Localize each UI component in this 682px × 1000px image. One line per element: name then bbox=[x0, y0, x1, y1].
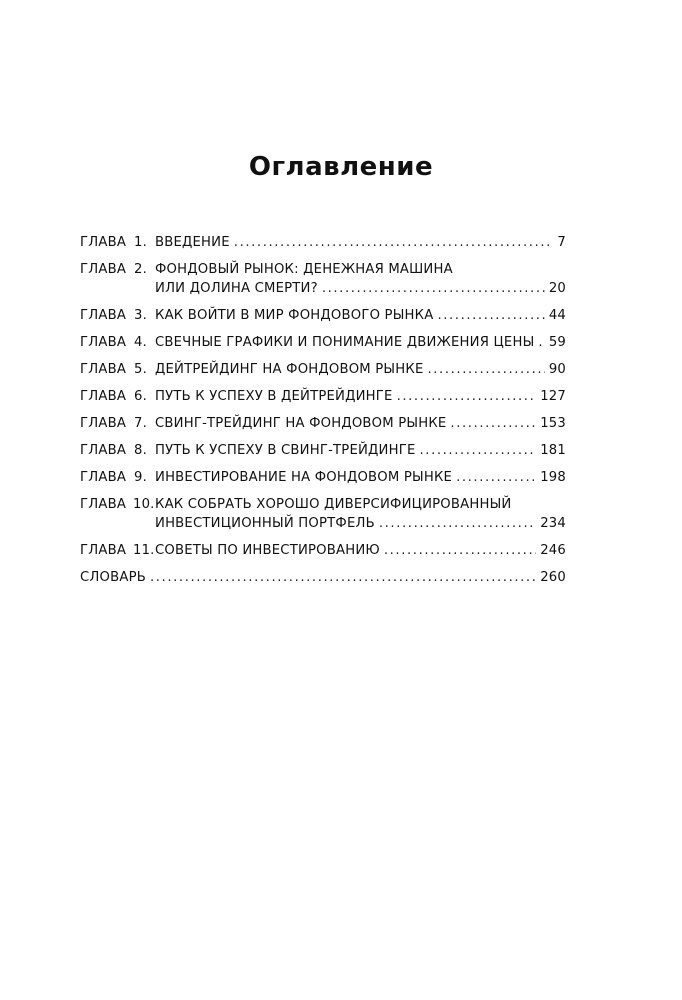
page-number: 59 bbox=[548, 335, 566, 350]
chapter-number: 5. bbox=[134, 362, 147, 377]
dot-leader bbox=[379, 514, 536, 533]
page-number: 234 bbox=[540, 516, 566, 531]
chapter-title: СВЕЧНЫЕ ГРАФИКИ И ПОНИМАНИЕ ДВИЖЕНИЯ ЦЕНЫ bbox=[155, 335, 535, 350]
chapter-title: ИНВЕСТИРОВАНИЕ НА ФОНДОВОМ РЫНКЕ bbox=[155, 470, 453, 485]
dot-leader bbox=[427, 360, 544, 379]
toc-entry-chapter-2[interactable] bbox=[80, 260, 566, 298]
chapter-label: ГЛАВА bbox=[80, 362, 127, 377]
chapter-label: ГЛАВА bbox=[80, 497, 127, 512]
toc-entry-chapter-3[interactable] bbox=[80, 306, 566, 325]
chapter-number: 1. bbox=[134, 235, 147, 250]
page-number: 198 bbox=[540, 470, 566, 485]
chapter-label: ГЛАВА bbox=[80, 543, 127, 558]
chapter-number: 8. bbox=[134, 443, 147, 458]
dot-leader bbox=[450, 414, 536, 433]
chapter-title: СОВЕТЫ ПО ИНВЕСТИРОВАНИЮ bbox=[155, 543, 380, 558]
page-number: 181 bbox=[540, 443, 566, 458]
toc-entry-chapter-7[interactable] bbox=[80, 414, 566, 433]
chapter-title: ДЕЙТРЕЙДИНГ НА ФОНДОВОМ РЫНКЕ bbox=[155, 362, 424, 377]
page-number: 7 bbox=[557, 235, 566, 250]
page-number: 260 bbox=[540, 570, 566, 585]
toc-entry-chapter-4[interactable] bbox=[80, 333, 566, 352]
toc-entry-chapter-10[interactable] bbox=[80, 495, 566, 533]
chapter-label: ГЛАВА bbox=[80, 308, 127, 323]
dot-leader bbox=[437, 306, 544, 325]
dot-leader bbox=[384, 541, 536, 560]
dot-leader bbox=[234, 233, 554, 252]
page-number: 90 bbox=[548, 362, 566, 377]
chapter-number: 2. bbox=[134, 262, 147, 277]
page-number: 20 bbox=[548, 281, 566, 296]
chapter-number: 4. bbox=[134, 335, 147, 350]
dot-leader bbox=[420, 441, 537, 460]
chapter-title: ПУТЬ К УСПЕХУ В СВИНГ-ТРЕЙДИНГЕ bbox=[155, 443, 416, 458]
chapter-title: ВВЕДЕНИЕ bbox=[155, 235, 230, 250]
chapter-label: ГЛАВА bbox=[80, 416, 127, 431]
chapter-number: 9. bbox=[134, 470, 147, 485]
chapter-label: ГЛАВА bbox=[80, 443, 127, 458]
chapter-title: КАК СОБРАТЬ ХОРОШО ДИВЕРСИФИЦИРОВАННЫЙ bbox=[155, 497, 512, 512]
glossary-title: СЛОВАРЬ bbox=[80, 570, 146, 585]
page-number: 153 bbox=[540, 416, 566, 431]
chapter-label: ГЛАВА bbox=[80, 470, 127, 485]
chapter-number: 3. bbox=[134, 308, 147, 323]
dot-leader bbox=[397, 387, 537, 406]
toc-entry-chapter-5[interactable] bbox=[80, 360, 566, 379]
chapter-title: ФОНДОВЫЙ РЫНОК: ДЕНЕЖНАЯ МАШИНА bbox=[155, 262, 453, 277]
chapter-number: 6. bbox=[134, 389, 147, 404]
dot-leader bbox=[456, 468, 536, 487]
page-number: 127 bbox=[540, 389, 566, 404]
toc-entry-glossary[interactable] bbox=[80, 568, 566, 587]
toc-entry-chapter-9[interactable] bbox=[80, 468, 566, 487]
chapter-title: КАК ВОЙТИ В МИР ФОНДОВОГО РЫНКА bbox=[155, 308, 434, 323]
table-of-contents bbox=[80, 233, 566, 595]
chapter-number: 10. bbox=[133, 497, 155, 512]
chapter-title: ПУТЬ К УСПЕХУ В ДЕЙТРЕЙДИНГЕ bbox=[155, 389, 393, 404]
chapter-label: ГЛАВА bbox=[80, 235, 127, 250]
dot-leader bbox=[150, 568, 536, 587]
dot-leader bbox=[538, 333, 544, 352]
toc-entry-chapter-11[interactable] bbox=[80, 541, 566, 560]
dot-leader bbox=[322, 279, 545, 298]
toc-entry-chapter-1[interactable] bbox=[80, 233, 566, 252]
chapter-label: ГЛАВА bbox=[80, 389, 127, 404]
chapter-label: ГЛАВА bbox=[80, 262, 127, 277]
page-number: 44 bbox=[548, 308, 566, 323]
chapter-title: СВИНГ-ТРЕЙДИНГ НА ФОНДОВОМ РЫНКЕ bbox=[155, 416, 447, 431]
chapter-title-continued: ИНВЕСТИЦИОННЫЙ ПОРТФЕЛЬ bbox=[155, 516, 375, 531]
page-title: Оглавление bbox=[248, 152, 434, 182]
chapter-label: ГЛАВА bbox=[80, 335, 127, 350]
toc-entry-chapter-8[interactable] bbox=[80, 441, 566, 460]
toc-entry-chapter-6[interactable] bbox=[80, 387, 566, 406]
page-number: 246 bbox=[540, 543, 566, 558]
chapter-title-continued: ИЛИ ДОЛИНА СМЕРТИ? bbox=[155, 281, 318, 296]
chapter-number: 7. bbox=[134, 416, 147, 431]
chapter-number: 11. bbox=[133, 543, 155, 558]
